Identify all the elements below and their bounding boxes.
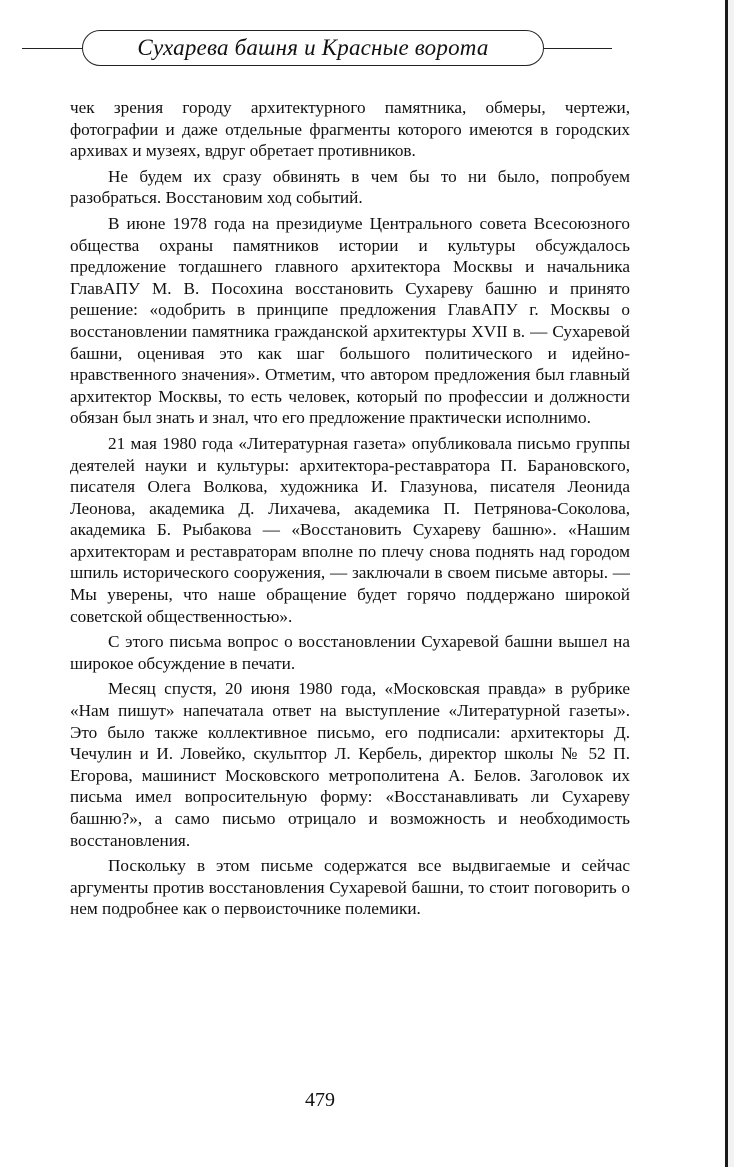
paragraph: В июне 1978 года на президиуме Центрального совета Всесоюзного общества охраны памятников истории и культуры обсуждалось предложение тогдашнего главного архитектора Москвы и начальника ГлавАПУ М. В. Посохина восстановить Сухареву башню и принято решение: «одобрить в принципе предложения ГлавАПУ г. Москвы о восстановлении памятника гражданской архитектуры XVII в. — Сухаревой башни, оценивая это как шаг большого политического и идейно-нравственного значения». Отметим, что автором предложения был главный архитектор Москвы, то есть человек, который по профессии и должности обязан был знать и знал, что его предложение практически исполнимо. bbox=[70, 213, 630, 428]
page-number: 479 bbox=[305, 1089, 335, 1111]
body-text bbox=[70, 97, 630, 924]
header-rule-left bbox=[22, 48, 82, 49]
paragraph-continued: чек зрения городу архитектурного памятника, обмеры, чертежи, фотографии и даже отдельные фрагменты которого имеются в городских архивах и музеях, вдруг обретает противников. bbox=[70, 98, 630, 161]
header-rule-right bbox=[544, 48, 612, 49]
paragraph: Месяц спустя, 20 июня 1980 года, «Московская правда» в рубрике «Нам пишут» напечатала ответ на выступление «Литературной газеты». Это было также коллективное письмо, его подписали: архитекторы Д. Чечулин и И. Ловейко, скульптор Л. Кербель, директор школы № 52 П. Егорова, машинист Московского метрополитена А. Белов. Заголовок их письма имел вопросительную форму: «Восстанавливать ли Сухареву башню?», а само письмо отрицало и возможность и необходимость восстановления. bbox=[70, 679, 630, 850]
running-header bbox=[0, 30, 720, 72]
binding-shadow bbox=[728, 0, 734, 1167]
running-header-title: Сухарева башня и Красные ворота bbox=[137, 35, 489, 60]
binding-edge bbox=[725, 0, 728, 1167]
paragraph: Поскольку в этом письме содержатся все выдвигаемые и сейчас аргументы против восстановления Сухаревой башни, то стоит поговорить о нем подробнее как о первоисточнике полемики. bbox=[70, 856, 630, 919]
paragraph: С этого письма вопрос о восстановлении Сухаревой башни вышел на широкое обсуждение в печати. bbox=[70, 632, 630, 673]
paragraph: 21 мая 1980 года «Литературная газета» опубликовала письмо группы деятелей науки и культуры: архитектора-реставратора П. Барановского, писателя Олега Волкова, художника И. Глазунова, писателя Леонида Леонова, академика Д. Лихачева, академика П. Петрянова-Соколова, академика Б. Рыбакова — «Восстановить Сухареву башню». «Нашим архитекторам и реставраторам вполне по плечу снова поднять над городом шпиль исторического сооружения, — заключали в своем письме авторы. — Мы уверены, что наше обращение будет горячо поддержано широкой советской общественностью». bbox=[70, 433, 630, 626]
paragraph: Не будем их сразу обвинять в чем бы то ни было, попробуем разобраться. Восстановим ход событий. bbox=[70, 166, 630, 208]
header-title-frame bbox=[82, 30, 544, 66]
